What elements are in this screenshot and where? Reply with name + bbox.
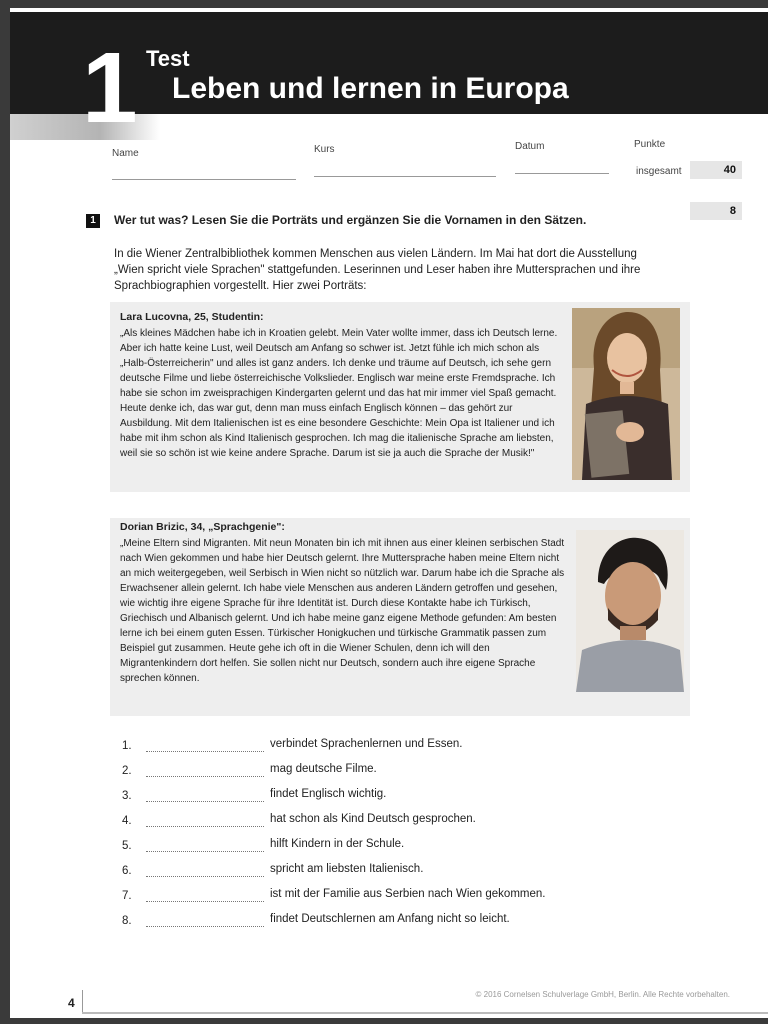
page-number: 4	[68, 996, 75, 1010]
sentence-text: hat schon als Kind Deutsch gesprochen.	[270, 813, 476, 825]
footer-rule	[82, 1012, 768, 1014]
sentence-text: verbindet Sprachenlernen und Essen.	[270, 738, 463, 750]
sentence-item	[122, 786, 682, 811]
sentence-item	[122, 836, 682, 861]
task-number: 1	[86, 214, 100, 228]
answer-blank[interactable]	[146, 901, 264, 902]
sentence-text: ist mit der Familie aus Serbien nach Wien gekommen.	[270, 888, 546, 900]
date-label: Datum	[515, 141, 545, 152]
sentence-number: 5.	[122, 840, 132, 852]
sentence-text: findet Englisch wichtig.	[270, 788, 387, 800]
sentence-list	[122, 736, 682, 936]
woman-photo-image	[572, 308, 680, 480]
sentence-number: 2.	[122, 765, 132, 777]
sentence-item	[122, 761, 682, 786]
sentence-text: mag deutsche Filme.	[270, 763, 377, 775]
sentence-number: 4.	[122, 815, 132, 827]
answer-blank[interactable]	[146, 776, 264, 777]
sentence-item	[122, 736, 682, 761]
sentence-number: 8.	[122, 915, 132, 927]
portrait-1-text-block	[120, 310, 566, 461]
sentence-number: 3.	[122, 790, 132, 802]
sentence-item	[122, 811, 682, 836]
worksheet-page	[10, 8, 768, 1018]
task-points: 8	[690, 202, 742, 220]
header-label: Test	[146, 46, 190, 71]
sentence-text: spricht am liebsten Italienisch.	[270, 863, 424, 875]
answer-blank[interactable]	[146, 926, 264, 927]
task-title: Wer tut was? Lesen Sie die Porträts und ergänzen Sie die Vornamen in den Sätzen.	[114, 213, 587, 227]
sentence-number: 1.	[122, 740, 132, 752]
answer-blank[interactable]	[146, 751, 264, 752]
answer-blank[interactable]	[146, 826, 264, 827]
portrait-2-quote: „Meine Eltern sind Migranten. Mit neun Monaten bin ich mit ihnen aus einer kleinen serbischen Stadt nach Wien gekommen und habe hier Deutsch gelernt. Ihre Muttersprache haben meine Eltern nicht an mich weitergegeben, weil Serbisch in Wien nicht so nützlich war. Darum habe ich die Sprache als Erwachsener allein gelernt. Ich habe viele Menschen aus anderen Ländern getroffen und gesehen, wie wichtig ihre eigene Sprache für ihre Identität ist. Durch diese Kontakte habe ich Türkisch, Griechisch und Albanisch gelernt. Und ich habe meine ganz eigene Methode gefunden: Am besten lerne ich bei einem guten Essen. Türkischer Honigkuchen und türkische Grammatik passen zum Beispiel gut zusammen. Heute gehe ich oft in die Wiener Schulen, denn ich will den Migrantenkindern dort helfen. Sie sollen nicht nur Deutsch, sondern auch ihre eigene Sprache sprechen können.	[120, 538, 565, 684]
name-field[interactable]	[112, 179, 296, 180]
portrait-2-photo	[576, 530, 684, 692]
name-label: Name	[112, 148, 139, 159]
course-field[interactable]	[314, 176, 496, 177]
total-points: 40	[690, 161, 742, 179]
page-title: Leben und lernen in Europa	[172, 72, 569, 105]
task-intro: In die Wiener Zentralbibliothek kommen Menschen aus vielen Ländern. Im Mai hat dort die Ausstellung „Wien spricht viele Sprachen" stattgefunden. Leserinnen und Leser haben ihre Muttersprachen und ihre Sprachbiographien vorgestellt. Hier zwei Porträts:	[114, 248, 641, 292]
portrait-1-name: Lara Lucovna, 25, Studentin:	[120, 311, 264, 323]
portrait-1-quote: „Als kleines Mädchen habe ich in Kroatien gelebt. Mein Vater wollte immer, dass ich Deutsch lerne. Aber ich hatte keine Lust, weil Deutsch am Anfang so schwer ist. Jetzt fühle ich mich schon als „Halb-Österreicherin" und alles ist ganz anders. Ich denke und träume auf Deutsch, ich sehe gern deutsche Filme und liebe österreichische Volkslieder. Englisch war meine erste Fremdsprache. Ich habe sie schon im zweisprachigen Kindergarten gelernt und das hat mir immer viel Spaß gemacht. Heute denke ich, das war gut, denn man muss einfach Englisch können – das gehört zur Ausbildung. Mit dem Italienischen ist es eine besondere Geschichte: Mein Opa ist Italiener und ich habe mit ihm schon als Kind Italienisch gesprochen. Ich mag die italienische Sprache am liebsten, weil sie so schön ist wie keine andere Sprache. Darum ist sie ja auch die Sprache der Musik!"	[120, 328, 558, 459]
portrait-1-photo	[572, 308, 680, 480]
answer-blank[interactable]	[146, 801, 264, 802]
answer-blank[interactable]	[146, 876, 264, 877]
portrait-2-text-block	[120, 520, 568, 686]
date-field[interactable]	[515, 173, 609, 174]
man-photo-image	[576, 530, 684, 692]
sentence-number: 6.	[122, 865, 132, 877]
sentence-item	[122, 886, 682, 911]
portrait-2-name: Dorian Brizic, 34, „Sprachgenie":	[120, 521, 285, 533]
answer-blank[interactable]	[146, 851, 264, 852]
course-label: Kurs	[314, 144, 335, 155]
sentence-number: 7.	[122, 890, 132, 902]
total-label: insgesamt	[636, 166, 682, 177]
points-label: Punkte	[634, 139, 666, 150]
copyright-notice: © 2016 Cornelsen Schulverlage GmbH, Berlin. Alle Rechte vorbehalten.	[475, 990, 730, 999]
sentence-item	[122, 911, 682, 936]
sentence-item	[122, 861, 682, 886]
sentence-text: findet Deutschlernen am Anfang nicht so leicht.	[270, 913, 510, 925]
sentence-text: hilft Kindern in der Schule.	[270, 838, 405, 850]
chapter-number: 1	[82, 32, 138, 144]
page-number-divider	[82, 990, 83, 1014]
